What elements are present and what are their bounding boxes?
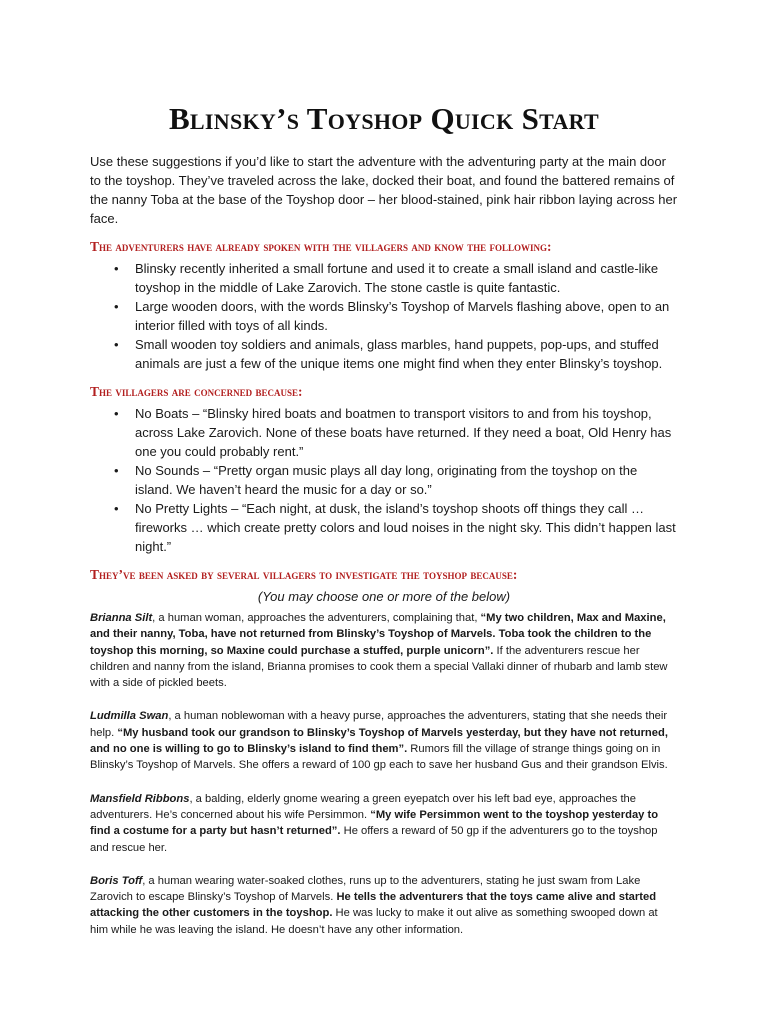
section-heading-concerns: The villagers are concerned because: xyxy=(90,384,303,399)
npc-rest: Rumors fill the village of strange things going on in Blinsky’s Toyshop of Marvels. She offers a reward of 100 gp each to save her husband Gus and their grandson Elvis. xyxy=(90,743,668,772)
section-heading-known-facts: The adventurers have already spoken with the villagers and know the following: xyxy=(90,239,552,254)
npc-rest: He offers a reward of 50 gp if the adventurers go to the toyshop and rescue her. xyxy=(90,825,658,854)
npc-intro: , a human noblewoman with a heavy purse, approaches the adventurers, stating that she needs their help. xyxy=(90,710,668,739)
intro-paragraph: Use these suggestions if you’d like to start the adventure with the adventuring party at the main door to the toyshop. They’ve traveled across the lake, docked their boat, and found the battered remains of the nanny Toba at the base of the Toyshop door – her blood-stained, pink hair ribbon laying across her face. xyxy=(90,154,678,226)
npc-paragraph-brianna xyxy=(90,610,678,691)
npc-quote: “My husband took our grandson to Blinsky’s Toyshop of Marvels yesterday, but they have not returned, and no one is willing to go to Blinsky’s island to find them”. xyxy=(90,726,668,756)
npc-paragraph-boris xyxy=(90,873,678,938)
list-item: • No Pretty Lights – “Each night, at dusk, the island’s toyshop shoots off things they call … fireworks … which create pretty colors and loud noises in the night sky. This didn’t happen last night.” xyxy=(135,499,678,556)
known-facts-list xyxy=(90,259,678,373)
npc-name: Brianna Silt xyxy=(90,612,153,624)
list-item: • No Boats – “Blinsky hired boats and boatmen to transport visitors to and from his toyshop, across Lake Zarovich. None of these boats have returned. If they need a boat, Old Henry has one you could probably rent.” xyxy=(135,404,678,461)
npc-quote: “My two children, Max and Maxine, and their nanny, Toba, have not returned from Blinsky’s Toyshop of Marvels. Toba took the children to the toyshop this morning, so Maxine could purchase a stuffed, purple unicorn”. xyxy=(90,612,666,657)
npc-name: Boris Toff xyxy=(90,874,143,887)
list-item: • Large wooden doors, with the words Blinsky’s Toyshop of Marvels flashing above, open to an interior filled with toys of all kinds. xyxy=(135,297,678,335)
npc-intro: , a human wearing water-soaked clothes, runs up to the adventurers, stating he just swam from Lake Zarovich to escape Blinsky’s Toyshop of Marvels. xyxy=(90,874,641,904)
list-item: • Small wooden toy soldiers and animals, glass marbles, hand puppets, pop-ups, and stuffed animals are just a few of the unique items one might find when they enter Blinsky’s toyshop. xyxy=(135,335,678,373)
npc-quote: He tells the adventurers that the toys came alive and started attacking the other customers in the toyshop. xyxy=(90,891,657,920)
concerns-list xyxy=(90,404,678,556)
npc-intro: , a human woman, approaches the adventurers, complaining that, xyxy=(152,612,481,624)
page-title: Blinsky’s Toyshop Quick Start xyxy=(168,101,600,136)
npc-paragraph-ludmilla xyxy=(90,708,678,773)
list-item: • Blinsky recently inherited a small fortune and used it to create a small island and castle-like toyshop in the middle of Lake Zarovich. The stone castle is quite fantastic. xyxy=(135,259,678,297)
list-item: • No Sounds – “Pretty organ music plays all day long, originating from the toyshop on the island. We haven’t heard the music for a day or so.” xyxy=(135,461,678,499)
section-heading-investigate: They’ve been asked by several villagers to investigate the toyshop because: xyxy=(90,567,518,582)
npc-name: Ludmilla Swan xyxy=(90,710,169,723)
npc-rest: If the adventurers rescue her children and nanny from the island, Brianna promises to cook them a special Vallaki dinner of rhubarb and lamb stew with a side of pickled beets. xyxy=(90,644,668,690)
choose-note: (You may choose one or more of the below) xyxy=(257,589,511,604)
npc-name: Mansfield Ribbons xyxy=(90,792,190,805)
npc-quote: “My wife Persimmon went to the toyshop yesterday to find a costume for a party but hasn’t returned”. xyxy=(90,808,659,838)
npc-intro: , a balding, elderly gnome wearing a green eyepatch over his left bad eye, approaches the adventurers. He’s concerned about his wife Persimmon. xyxy=(90,792,636,821)
npc-rest: He was lucky to make it out alive as something swooped down at him while he was leaving the island. He doesn’t have any other information. xyxy=(90,907,658,936)
npc-paragraph-mansfield xyxy=(90,791,678,856)
